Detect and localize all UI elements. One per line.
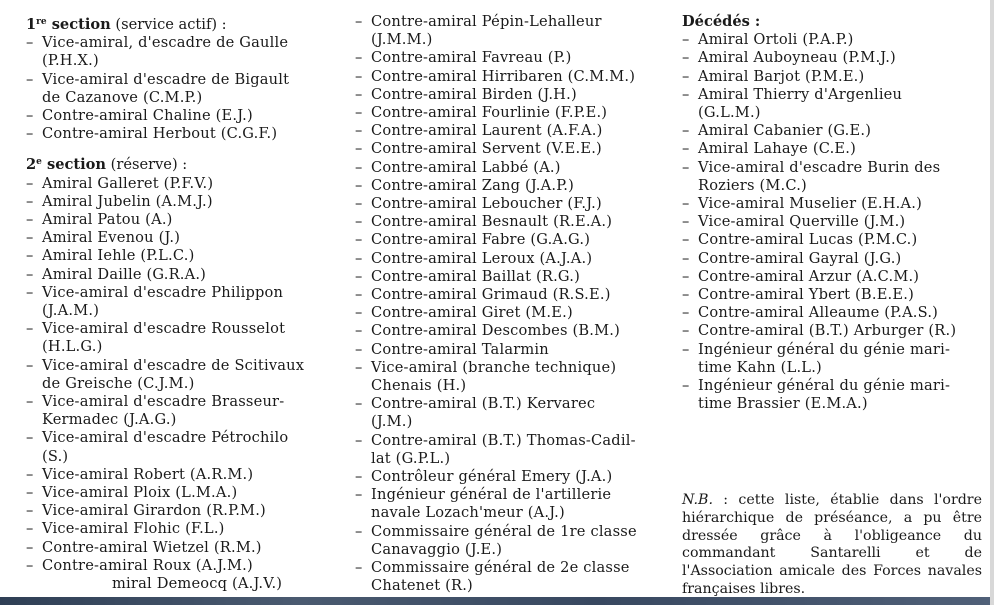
section-number: 1 <box>26 16 37 33</box>
list-entry: – Amiral Daille (G.R.A.) <box>26 266 332 284</box>
list-entry: – Commissaire général de 1re classe <box>355 523 662 541</box>
list-entry: – Contre-amiral Herbout (C.G.F.) <box>26 125 332 143</box>
list-entry: – Contre-amiral Roux (A.J.M.) <box>26 557 332 575</box>
list-entry: – Contre-amiral Leboucher (F.J.) <box>355 195 662 213</box>
list-entry: – Vice-amiral Robert (A.R.M.) <box>26 466 332 484</box>
scan-bottom-strip <box>0 597 994 605</box>
list-entry: – Ingénieur général du génie mari- <box>682 341 984 359</box>
nb-text: : cette liste, établie dans l'ordre hiérarchique de préséance, a pu être dressée grâce à l'obligeance du commandant Santarelli et de l'Association amicale des Forces navales françaises libres. <box>682 492 982 597</box>
list-entry-continuation: navale Lozach'meur (A.J.) <box>371 504 565 522</box>
list-entry-continuation: (H.L.G.) <box>42 338 103 356</box>
section-word: section <box>46 156 107 174</box>
list-entry: – Vice-amiral d'escadre Burin des <box>682 159 984 177</box>
list-entry: – Contre-amiral Arzur (A.C.M.) <box>682 268 984 286</box>
list-entry-continuation: Roziers (M.C.) <box>698 176 807 194</box>
list-entry: – Contre-amiral Chaline (E.J.) <box>26 107 332 125</box>
list-entry: – Contre-amiral (B.T.) Kervarec <box>355 395 662 413</box>
column-1 <box>26 13 332 593</box>
list-entry: – Amiral Patou (A.) <box>26 211 332 229</box>
list-entry: – Vice-amiral d'escadre Brasseur- <box>26 393 332 411</box>
list-entry: – Vice-amiral, d'escadre de Gaulle <box>26 34 332 52</box>
list-entry: – Contre-amiral Pépin-Lehalleur <box>355 13 662 31</box>
deceased-heading: Décédés : <box>682 13 761 30</box>
section-note: (réserve) : <box>106 156 188 174</box>
list-entry: – Contre-amiral Favreau (P.) <box>355 49 662 67</box>
list-entry: – Contre-amiral Baillat (R.G.) <box>355 268 662 286</box>
list-entry: – Vice-amiral (branche technique) <box>355 359 662 377</box>
list-entry: – Vice-amiral Ploix (L.M.A.) <box>26 484 332 502</box>
list-entry-continuation: (S.) <box>42 447 69 465</box>
scan-right-edge <box>990 0 994 605</box>
list-entry-continuation: (J.M.M.) <box>371 31 433 49</box>
list-entry: – Contre-amiral Labbé (A.) <box>355 159 662 177</box>
list-entry: – Contre-amiral Gayral (J.G.) <box>682 250 984 268</box>
list-entry: – Contre-amiral Leroux (A.J.A.) <box>355 250 662 268</box>
section-superscript: re <box>36 17 47 27</box>
list-entry: – Amiral Evenou (J.) <box>26 229 332 247</box>
list-entry-continuation: time Brassier (E.M.A.) <box>698 395 868 413</box>
list-entry: – Contre-amiral Descombes (B.M.) <box>355 322 662 340</box>
list-entry: – Contrôleur général Emery (J.A.) <box>355 468 662 486</box>
list-entry: – Contre-amiral Lucas (P.M.C.) <box>682 231 984 249</box>
column-3 <box>682 13 984 413</box>
list-entry-continuation: lat (G.P.L.) <box>371 449 451 467</box>
list-entry: – Contre-amiral Besnault (R.E.A.) <box>355 213 662 231</box>
list-entry: – Contre-amiral (B.T.) Arburger (R.) <box>682 322 984 340</box>
list-entry-continuation: de Cazanove (C.M.P.) <box>42 88 203 106</box>
list-entry: – Amiral Barjot (P.M.E.) <box>682 68 984 86</box>
list-entry: – Contre-amiral Laurent (A.F.A.) <box>355 122 662 140</box>
column-2-list <box>355 13 662 596</box>
list-entry: – Contre-amiral Talarmin <box>355 341 662 359</box>
list-entry: – Contre-amiral Fourlinie (F.P.E.) <box>355 104 662 122</box>
section-1-heading <box>26 13 332 34</box>
list-entry: – Vice-amiral d'escadre Philippon <box>26 284 332 302</box>
section-number: 2 <box>26 156 37 174</box>
list-entry-continuation: Chenais (H.) <box>371 377 467 395</box>
section-note: (service actif) : <box>110 16 227 33</box>
list-entry: – Vice-amiral d'escadre Pétrochilo <box>26 429 332 447</box>
cut-off-line: miral Demeocq (A.J.V.) <box>112 575 283 593</box>
nota-bene <box>682 492 982 599</box>
list-entry: – Vice-amiral d'escadre Rousselot <box>26 320 332 338</box>
list-entry: – Contre-amiral Servent (V.E.E.) <box>355 140 662 158</box>
nb-label: N.B. <box>682 492 713 508</box>
list-entry: – Contre-amiral Hirribaren (C.M.M.) <box>355 68 662 86</box>
deceased-list <box>682 31 984 413</box>
section-superscript: e <box>36 157 42 168</box>
section-2-heading <box>26 153 332 174</box>
list-entry: – Vice-amiral d'escadre de Bigault <box>26 71 332 89</box>
list-entry: – Contre-amiral Alleaume (P.A.S.) <box>682 304 984 322</box>
list-entry: – Ingénieur général du génie mari- <box>682 377 984 395</box>
list-entry: – Contre-amiral Ybert (B.E.E.) <box>682 286 984 304</box>
list-entry-continuation: (G.L.M.) <box>698 104 761 122</box>
section-word: section <box>51 16 111 33</box>
list-entry-continuation: (J.A.M.) <box>42 302 100 320</box>
list-entry: – Vice-amiral Girardon (R.P.M.) <box>26 502 332 520</box>
section-1-list <box>26 34 332 143</box>
list-entry: – Contre-amiral Fabre (G.A.G.) <box>355 231 662 249</box>
list-entry: – Amiral Cabanier (G.E.) <box>682 122 984 140</box>
list-entry: – Ingénieur général de l'artillerie <box>355 486 662 504</box>
list-entry: – Contre-amiral Grimaud (R.S.E.) <box>355 286 662 304</box>
list-entry: – Vice-amiral d'escadre de Scitivaux <box>26 357 332 375</box>
column-2 <box>355 13 662 596</box>
list-entry-continuation: time Kahn (L.L.) <box>698 358 822 376</box>
list-entry: – Vice-amiral Flohic (F.L.) <box>26 520 332 538</box>
list-entry: – Contre-amiral Wietzel (R.M.) <box>26 539 332 557</box>
list-entry: – Amiral Ortoli (P.A.P.) <box>682 31 984 49</box>
list-entry: – Contre-amiral Birden (J.H.) <box>355 86 662 104</box>
list-entry: – Contre-amiral (B.T.) Thomas-Cadil- <box>355 432 662 450</box>
list-entry: – Vice-amiral Querville (J.M.) <box>682 213 984 231</box>
list-entry: – Amiral Thierry d'Argenlieu <box>682 86 984 104</box>
list-entry: – Amiral Lahaye (C.E.) <box>682 140 984 158</box>
list-entry: – Contre-amiral Zang (J.A.P.) <box>355 177 662 195</box>
section-2-list <box>26 175 332 575</box>
list-entry: – Commissaire général de 2e classe <box>355 559 662 577</box>
list-entry: – Amiral Iehle (P.L.C.) <box>26 247 332 265</box>
list-entry: – Contre-amiral Giret (M.E.) <box>355 304 662 322</box>
list-entry-continuation: Kermadec (J.A.G.) <box>42 411 177 429</box>
list-entry-continuation: Chatenet (R.) <box>371 577 473 595</box>
list-entry-continuation: Canavaggio (J.E.) <box>371 540 503 558</box>
list-entry: – Amiral Auboyneau (P.M.J.) <box>682 49 984 67</box>
list-entry: – Amiral Galleret (P.F.V.) <box>26 175 332 193</box>
list-entry-continuation: (P.H.X.) <box>42 52 99 70</box>
list-entry: – Amiral Jubelin (A.M.J.) <box>26 193 332 211</box>
list-entry-continuation: (J.M.) <box>371 413 413 431</box>
list-entry-continuation: de Greische (C.J.M.) <box>42 374 195 392</box>
list-entry: – Vice-amiral Muselier (E.H.A.) <box>682 195 984 213</box>
